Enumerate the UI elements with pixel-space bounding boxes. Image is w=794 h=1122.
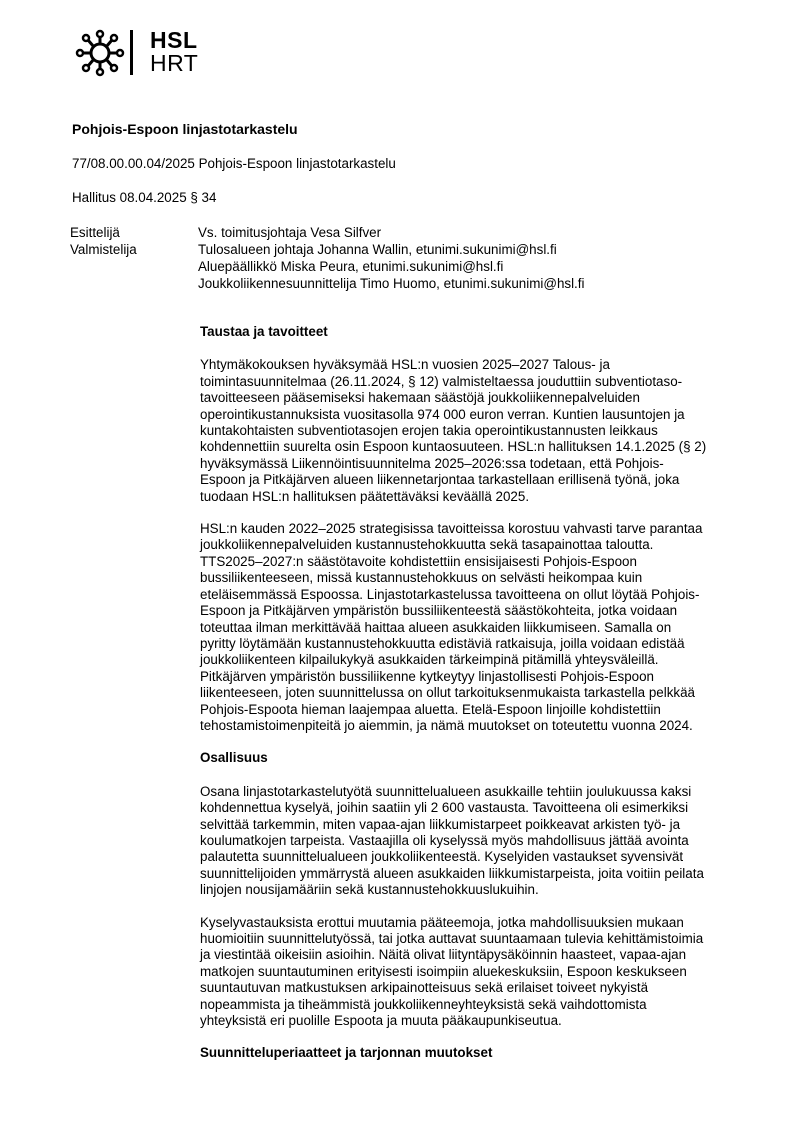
person-row xyxy=(70,224,584,241)
person-row xyxy=(70,258,584,275)
person-row xyxy=(70,275,584,292)
person-role: Esittelijä xyxy=(70,225,120,240)
document-body xyxy=(200,324,745,1062)
hsl-logo-icon xyxy=(70,28,130,78)
person-role xyxy=(70,258,198,275)
document-title: Pohjois-Espoon linjastotarkastelu xyxy=(72,121,298,137)
document-reference: 77/08.00.00.04/2025 Pohjois-Espoon linjastotarkastelu xyxy=(72,156,396,171)
paragraph: Osana linjastotarkastelutyötä suunnittelualueen asukkaille tehtiin joulukuussa kaksi kohdennettua kyselyä, joihin saatiin yli 2 600 vastausta. Tavoitteena oli esimerkiksi selvittää tarkemmin, miten vapaa-ajan liikkumistarpeet poikkeavat arkisten työ- ja koulumatkojen tarpeista. Vastaajilla oli kyselyssä myös mahdollisuus jättää avointa palautetta suunnittelualueen joukkoliikenteestä. Kyselyiden vastaukset syvensivät suunnittelijoiden ymmärrystä alueen asukkaiden liikkumistarpeista, joita voitiin peilata linjojen nousijamääriin sekä kustannustehokkuuslukuihin. xyxy=(200,783,704,898)
logo-divider xyxy=(130,30,133,75)
logo-text-hrt: HRT xyxy=(150,50,199,76)
person-row xyxy=(70,241,584,258)
section-heading: Osallisuus xyxy=(200,750,268,766)
person-name: Vs. toimitusjohtaja Vesa Silfver xyxy=(198,225,382,240)
paragraph: Yhtymäkokouksen hyväksymää HSL:n vuosien 2025–2027 Talous- ja toimintasuunnitelmaa (26.11.2024, § 12) valmisteltaessa jouduttiin subventiotaso- tavoitteeseen pääsemiseksi hakemaan säästöjä joukkoliikennepalveluiden operointikustannuksista vuositasolla 974 000 euron verran. Kuntien lausuntojen ja kuntakohtaisten subventiotasojen erojen takia operointikustannusten leikkaus kohdennettiin suurelta osin Espoon kuntaosuuteen. HSL:n hallituksen 14.1.2025 (§ 2) hyväksymässä Liikennöintisuunnitelma 2025–2026:ssa todetaan, että Pohjois- Espoon ja Pitkäjärven alueen liikennetarjontaa tarkastellaan erillisenä työnä, joka tuodaan HSL:n hallituksen päätettäväksi keväällä 2025. xyxy=(200,357,707,504)
section-heading: Taustaa ja tavoitteet xyxy=(200,324,328,339)
meeting-info: Hallitus 08.04.2025 § 34 xyxy=(72,190,217,205)
person-name: Aluepäällikkö Miska Peura, etunimi.sukunimi@hsl.fi xyxy=(198,259,504,274)
section-heading: Suunnitteluperiaatteet ja tarjonnan muutokset xyxy=(200,1045,493,1061)
person-name: Tulosalueen johtaja Johanna Wallin, etunimi.sukunimi@hsl.fi xyxy=(198,242,557,257)
person-role xyxy=(70,275,198,292)
paragraph: Kyselyvastauksista erottui muutamia pääteemoja, jotka mahdollisuuksien mukaan huomioitiin suunnittelutyössä, tai jotka auttavat suuntaamaan tulevia kehittämistoimia ja viestintää oikeisiin asioihin. Näitä olivat liityntäpysäköinnin haasteet, vapaa-ajan matkojen suuntautuminen erityisesti isoimpiin aluekeskuksiin, Espoon keskukseen suuntautuvan matkustuksen arkipainotteisuus sekä erilaiset toiveet nykyistä nopeammista ja tiheämmistä joukkoliikenneyhteyksistä sekä vaihdottomista yhteyksistä eri puolille Espoota ja muuta pääkaupunkiseutua. xyxy=(200,914,704,1029)
person-role: Valmistelija xyxy=(70,242,137,257)
people-list xyxy=(70,224,584,292)
paragraph: HSL:n kauden 2022–2025 strategisissa tavoitteissa korostuu vahvasti tarve parantaa joukkoliikennepalveluiden kustannustehokkuutta sekä tasapainottaa taloutta. TTS2025–2027:n säästötavoite kohdistettiin ensisijaisesti Pohjois-Espoon bussiliikenteeseen, missä kustannustehokkuus on selvästi heikompaa kuin eteläisemmässä Espoossa. Linjastotarkastelussa tavoitteena on ollut löytää Pohjois- Espoon ja Pitkäjärven ympäristön bussiliikenteestä säästökohteita, jotka voidaan toteuttaa ilman merkittävää haittaa alueen asukkaiden liikkumiseen. Samalla on pyritty löytämään kustannustehokkuutta edistäviä ratkaisuja, joilla voidaan edistää joukkoliikenteen kilpailukykyä asukkaiden tärkeimpinä pitämillä yhteysväleillä. Pitkäjärven ympäristön bussiliikenne kytkeytyy linjastollisesti Pohjois-Espoon liikenteeseen, joten suunnittelussa on ollut tarkoituksenmukaista tarkastella pelkkää Pohjois-Espoota hieman laajempaa aluetta. Etelä-Espoon linjoille kohdistettiin tehostamistoimenpiteitä jo aiemmin, ja nämä muutokset on toteutettu vuonna 2024. xyxy=(200,521,703,733)
person-name: Joukkoliikennesuunnittelija Timo Huomo, etunimi.sukunimi@hsl.fi xyxy=(198,276,585,291)
logo-text-hsl: HSL xyxy=(150,27,198,53)
